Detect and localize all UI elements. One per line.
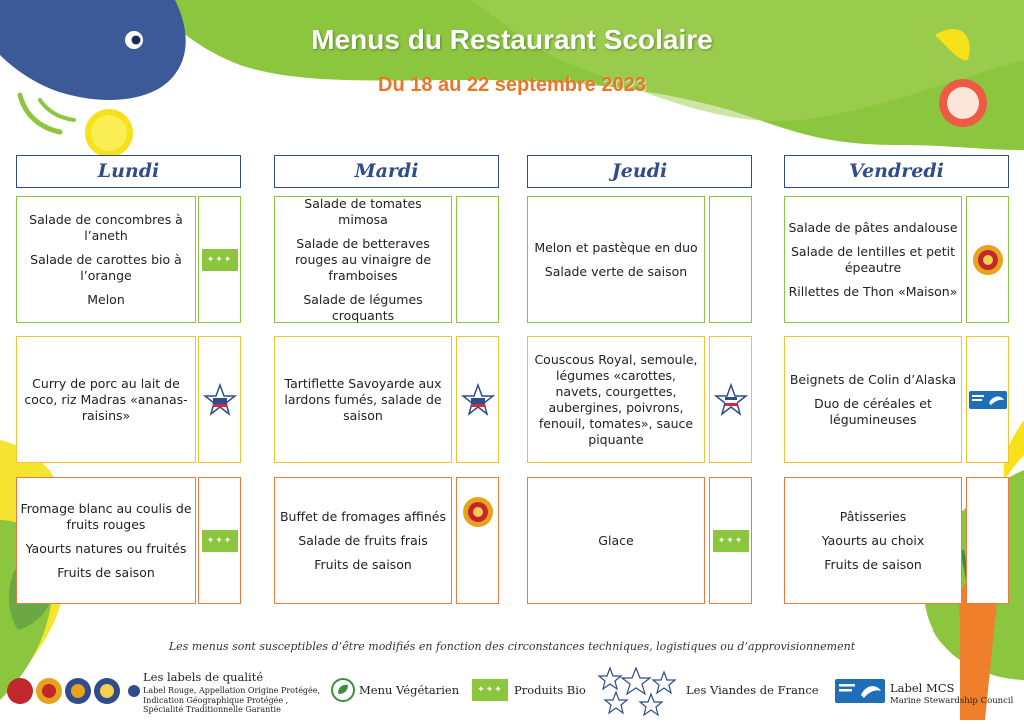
- dish: Salade de tomates mimosa: [304, 195, 422, 227]
- mardi-starter-label: [456, 196, 499, 323]
- legend-viandes: Les Viandes de France: [686, 683, 819, 697]
- mardi-starter-cell: [274, 196, 452, 323]
- vendredi-main-label: [966, 336, 1009, 463]
- lundi-main-cell: [16, 336, 196, 463]
- dish: Fruits de saison: [824, 556, 922, 572]
- legend-msc-title: Label MCS: [890, 681, 955, 695]
- legend-msc-sub: Marine Stewardship Council: [890, 696, 1014, 706]
- dish: Yaourts natures ou fruités: [25, 540, 187, 556]
- dish: Salade de pâtes andalouse: [788, 219, 958, 235]
- bio-label-icon: ✦✦✦: [713, 530, 749, 552]
- vegetarian-icon: [331, 678, 355, 702]
- jeudi-main-label: [709, 336, 752, 463]
- aop-icon: [972, 244, 1004, 276]
- dish: Melon: [87, 291, 125, 307]
- viandes-de-france-icon: [714, 383, 748, 417]
- dish: Salade de betteraves rouges au vinaigre de framboises: [294, 235, 432, 283]
- day-header-lundi: Lundi: [16, 155, 241, 188]
- mardi-dessert-cell: [274, 477, 452, 604]
- msc-legend-icon: [835, 679, 885, 703]
- jeudi-starter-label: [709, 196, 752, 323]
- mardi-dessert-label: [456, 477, 499, 604]
- lundi-main-label: [198, 336, 241, 463]
- bio-label-icon: ✦✦✦: [202, 530, 238, 552]
- dish: Yaourts au choix: [821, 532, 925, 548]
- jeudi-main-cell: [527, 336, 705, 463]
- le-porc-francais-icon: [203, 383, 237, 417]
- day-header-jeudi: Jeudi: [527, 155, 752, 188]
- legend-bio: Produits Bio: [514, 683, 586, 697]
- legend-quality-title: Les labels de qualité: [143, 670, 264, 684]
- bio-label-icon: ✦✦✦: [202, 249, 238, 271]
- aop-icon: [462, 496, 494, 528]
- dish: Beignets de Colin d’Alaska: [789, 371, 957, 387]
- dish: Buffet de fromages affinés: [279, 508, 446, 524]
- dish: Curry de porc au lait de coco, riz Madras «ananas-raisins»: [24, 375, 188, 423]
- lundi-dessert-cell: [16, 477, 196, 604]
- vendredi-dessert-cell: [784, 477, 962, 604]
- mardi-main-cell: [274, 336, 452, 463]
- bio-legend-icon: ✦✦✦: [472, 679, 508, 701]
- dish: Glace: [598, 532, 634, 548]
- dish: Salade de concombres à l’aneth: [29, 211, 183, 243]
- dish: Salade de lentilles et petit épeautre: [791, 243, 955, 275]
- lundi-starter-label: [198, 196, 241, 323]
- legend-vegetarian: Menu Végétarien: [359, 683, 460, 697]
- dish: Fruits de saison: [57, 564, 155, 580]
- quality-labels-icon: [6, 676, 141, 706]
- vendredi-main-cell: [784, 336, 962, 463]
- dish: Salade de légumes croquants: [303, 291, 423, 323]
- dish: Couscous Royal, semoule, légumes «carottes, navets, courgettes, aubergines, poivrons, fenouil, tomates», sauce piquante: [534, 351, 698, 447]
- dish: Fruits de saison: [314, 556, 412, 572]
- legend-quality-line: Indication Géographique Protégée ,: [143, 695, 289, 705]
- dish: Salade de fruits frais: [298, 532, 428, 548]
- dish: Rillettes de Thon «Maison»: [788, 283, 958, 299]
- dish: Salade de carottes bio à l’orange: [30, 251, 182, 283]
- vendredi-starter-label: [966, 196, 1009, 323]
- dish: Fromage blanc au coulis de fruits rouges: [20, 500, 192, 532]
- legend-quality-line: Spécialité Traditionnelle Garantie: [143, 705, 281, 714]
- disclaimer-note: Les menus sont susceptibles d’être modifiés en fonction des circonstances techniques, logistiques ou d’approvisionnement: [168, 640, 856, 653]
- jeudi-starter-cell: [527, 196, 705, 323]
- dish: Melon et pastèque en duo: [534, 239, 698, 255]
- vendredi-dessert-label: [966, 477, 1009, 604]
- day-header-mardi: Mardi: [274, 155, 499, 188]
- lundi-dessert-label: [198, 477, 241, 604]
- le-porc-francais-icon: [461, 383, 495, 417]
- mardi-main-label: [456, 336, 499, 463]
- dish: Salade verte de saison: [544, 263, 688, 279]
- jeudi-dessert-cell: [527, 477, 705, 604]
- msc-icon: [969, 391, 1007, 409]
- jeudi-dessert-label: [709, 477, 752, 604]
- dish: Pâtisseries: [839, 508, 907, 524]
- vendredi-starter-cell: [784, 196, 962, 323]
- viandes-de-france-legend-icon: [596, 666, 678, 718]
- page-title: Menus du Restaurant Scolaire: [311, 24, 713, 55]
- dish: Duo de céréales et légumineuses: [814, 395, 932, 427]
- legend-quality-lines: [143, 686, 320, 715]
- day-header-vendredi: Vendredi: [784, 155, 1009, 188]
- page-subtitle: Du 18 au 22 septembre 2023: [378, 74, 646, 96]
- legend-quality-line: Label Rouge, Appellation Origine Protégée,: [143, 686, 321, 695]
- lundi-starter-cell: [16, 196, 196, 323]
- dish: Tartiflette Savoyarde aux lardons fumés, salade de saison: [284, 375, 442, 423]
